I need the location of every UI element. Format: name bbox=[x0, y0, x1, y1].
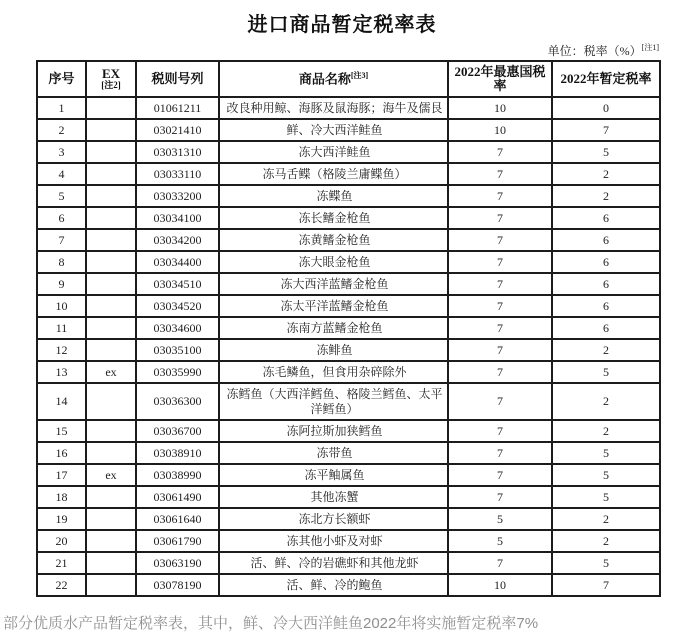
cell-prov: 6 bbox=[552, 229, 660, 251]
cell-mfn: 5 bbox=[448, 508, 552, 530]
cell-seq: 16 bbox=[37, 442, 86, 464]
cell-name: 冻长鳍金枪鱼 bbox=[219, 207, 448, 229]
table-row bbox=[37, 317, 660, 339]
table-row bbox=[37, 207, 660, 229]
cell-code: 03034100 bbox=[136, 207, 219, 229]
table-row bbox=[37, 420, 660, 442]
table-row bbox=[37, 464, 660, 486]
bottom-caption: 部分优质水产品暂定税率表，其中，鲜、冷大西洋鲑鱼2022年将实施暂定税率7% bbox=[3, 615, 539, 632]
page-title: 进口商品暂定税率表 bbox=[247, 14, 437, 36]
cell-seq: 17 bbox=[37, 464, 86, 486]
cell-code: 03034400 bbox=[136, 251, 219, 273]
cell-name: 冻鲱鱼 bbox=[219, 339, 448, 361]
header-code: 税则号列 bbox=[136, 61, 219, 97]
header-mfn-rate: 2022年最惠国税率 bbox=[448, 61, 552, 97]
cell-ex bbox=[86, 273, 136, 295]
table-row bbox=[37, 442, 660, 464]
header-row bbox=[37, 61, 660, 97]
cell-code: 03035100 bbox=[136, 339, 219, 361]
cell-code: 03034510 bbox=[136, 273, 219, 295]
table-row bbox=[37, 295, 660, 317]
cell-code: 03061790 bbox=[136, 530, 219, 552]
cell-prov: 2 bbox=[552, 508, 660, 530]
cell-prov: 7 bbox=[552, 119, 660, 141]
unit-note-text: 单位：税率（%） bbox=[547, 44, 642, 58]
cell-seq: 9 bbox=[37, 273, 86, 295]
cell-mfn: 7 bbox=[448, 339, 552, 361]
cell-mfn: 7 bbox=[448, 141, 552, 163]
cell-code: 03078190 bbox=[136, 574, 219, 596]
cell-mfn: 7 bbox=[448, 163, 552, 185]
cell-name: 冻马舌鲽（格陵兰庸鲽鱼） bbox=[219, 163, 448, 185]
cell-ex bbox=[86, 317, 136, 339]
cell-code: 03035990 bbox=[136, 361, 219, 383]
cell-mfn: 7 bbox=[448, 185, 552, 207]
cell-ex bbox=[86, 185, 136, 207]
cell-name: 冻鳕鱼（大西洋鳕鱼、格陵兰鳕鱼、太平洋鳕鱼） bbox=[219, 383, 448, 420]
cell-ex bbox=[86, 486, 136, 508]
cell-seq: 21 bbox=[37, 552, 86, 574]
cell-seq: 14 bbox=[37, 383, 86, 420]
header-ex-label: EX bbox=[101, 65, 121, 81]
cell-seq: 13 bbox=[37, 361, 86, 383]
cell-ex bbox=[86, 119, 136, 141]
cell-ex bbox=[86, 229, 136, 251]
cell-seq: 1 bbox=[37, 97, 86, 119]
cell-mfn: 10 bbox=[448, 574, 552, 596]
cell-name: 冻其他小虾及对虾 bbox=[219, 530, 448, 552]
cell-name: 活、鲜、冷的鲍鱼 bbox=[219, 574, 448, 596]
cell-code: 03036300 bbox=[136, 383, 219, 420]
cell-prov: 2 bbox=[552, 383, 660, 420]
cell-prov: 5 bbox=[552, 552, 660, 574]
cell-prov: 6 bbox=[552, 317, 660, 339]
cell-name: 冻阿拉斯加狭鳕鱼 bbox=[219, 420, 448, 442]
cell-ex bbox=[86, 207, 136, 229]
cell-ex bbox=[86, 530, 136, 552]
cell-prov: 2 bbox=[552, 163, 660, 185]
cell-name: 冻大西洋蓝鳍金枪鱼 bbox=[219, 273, 448, 295]
cell-code: 03031310 bbox=[136, 141, 219, 163]
cell-mfn: 7 bbox=[448, 552, 552, 574]
cell-mfn: 7 bbox=[448, 207, 552, 229]
cell-prov: 2 bbox=[552, 185, 660, 207]
cell-code: 03061490 bbox=[136, 486, 219, 508]
cell-name: 冻大西洋鲑鱼 bbox=[219, 141, 448, 163]
cell-seq: 6 bbox=[37, 207, 86, 229]
cell-ex bbox=[86, 163, 136, 185]
cell-prov: 5 bbox=[552, 486, 660, 508]
cell-prov: 0 bbox=[552, 97, 660, 119]
cell-seq: 2 bbox=[37, 119, 86, 141]
cell-prov: 6 bbox=[552, 251, 660, 273]
cell-mfn: 7 bbox=[448, 229, 552, 251]
cell-ex: ex bbox=[86, 361, 136, 383]
cell-mfn: 7 bbox=[448, 317, 552, 339]
cell-prov: 5 bbox=[552, 141, 660, 163]
cell-name: 改良种用鲸、海豚及鼠海豚；海牛及儒艮 bbox=[219, 97, 448, 119]
cell-mfn: 7 bbox=[448, 383, 552, 420]
cell-seq: 12 bbox=[37, 339, 86, 361]
cell-prov: 2 bbox=[552, 339, 660, 361]
cell-ex bbox=[86, 420, 136, 442]
cell-ex bbox=[86, 295, 136, 317]
table-row bbox=[37, 552, 660, 574]
cell-name: 其他冻蟹 bbox=[219, 486, 448, 508]
cell-prov: 2 bbox=[552, 530, 660, 552]
cell-seq: 11 bbox=[37, 317, 86, 339]
header-provisional-rate: 2022年暂定税率 bbox=[552, 61, 660, 97]
cell-mfn: 7 bbox=[448, 442, 552, 464]
cell-code: 03033200 bbox=[136, 185, 219, 207]
cell-prov: 5 bbox=[552, 464, 660, 486]
cell-seq: 15 bbox=[37, 420, 86, 442]
cell-ex bbox=[86, 552, 136, 574]
cell-prov: 2 bbox=[552, 420, 660, 442]
cell-mfn: 7 bbox=[448, 273, 552, 295]
cell-code: 03061640 bbox=[136, 508, 219, 530]
cell-code: 03063190 bbox=[136, 552, 219, 574]
cell-name: 鲜、冷大西洋鲑鱼 bbox=[219, 119, 448, 141]
header-name-note: [注3] bbox=[350, 70, 369, 80]
table-row bbox=[37, 251, 660, 273]
cell-name: 冻毛鳞鱼，但食用杂碎除外 bbox=[219, 361, 448, 383]
cell-prov: 7 bbox=[552, 574, 660, 596]
cell-seq: 10 bbox=[37, 295, 86, 317]
table-row bbox=[37, 119, 660, 141]
cell-seq: 5 bbox=[37, 185, 86, 207]
table-row bbox=[37, 361, 660, 383]
cell-mfn: 7 bbox=[448, 295, 552, 317]
cell-ex bbox=[86, 141, 136, 163]
cell-code: 03036700 bbox=[136, 420, 219, 442]
table-row bbox=[37, 273, 660, 295]
cell-mfn: 7 bbox=[448, 361, 552, 383]
cell-code: 03034520 bbox=[136, 295, 219, 317]
cell-code: 03034600 bbox=[136, 317, 219, 339]
cell-mfn: 7 bbox=[448, 486, 552, 508]
cell-name: 冻北方长额虾 bbox=[219, 508, 448, 530]
cell-mfn: 7 bbox=[448, 251, 552, 273]
cell-mfn: 10 bbox=[448, 97, 552, 119]
cell-name: 冻黄鳍金枪鱼 bbox=[219, 229, 448, 251]
unit-note bbox=[548, 42, 659, 59]
cell-prov: 6 bbox=[552, 207, 660, 229]
cell-code: 03021410 bbox=[136, 119, 219, 141]
table-row bbox=[37, 339, 660, 361]
cell-name: 活、鲜、冷的岩礁虾和其他龙虾 bbox=[219, 552, 448, 574]
cell-code: 03034200 bbox=[136, 229, 219, 251]
cell-mfn: 10 bbox=[448, 119, 552, 141]
table-row bbox=[37, 508, 660, 530]
header-ex bbox=[86, 61, 136, 97]
cell-seq: 8 bbox=[37, 251, 86, 273]
cell-name: 冻鲽鱼 bbox=[219, 185, 448, 207]
table-row bbox=[37, 574, 660, 596]
table-row bbox=[37, 141, 660, 163]
cell-ex bbox=[86, 508, 136, 530]
cell-prov: 6 bbox=[552, 295, 660, 317]
cell-ex bbox=[86, 339, 136, 361]
cell-ex bbox=[86, 442, 136, 464]
cell-seq: 7 bbox=[37, 229, 86, 251]
table-row bbox=[37, 185, 660, 207]
cell-code: 03038990 bbox=[136, 464, 219, 486]
cell-seq: 3 bbox=[37, 141, 86, 163]
cell-name: 冻带鱼 bbox=[219, 442, 448, 464]
table-row bbox=[37, 229, 660, 251]
cell-ex bbox=[86, 251, 136, 273]
cell-mfn: 5 bbox=[448, 530, 552, 552]
cell-prov: 6 bbox=[552, 273, 660, 295]
cell-ex bbox=[86, 383, 136, 420]
cell-code: 03038910 bbox=[136, 442, 219, 464]
table-row bbox=[37, 97, 660, 119]
cell-ex bbox=[86, 574, 136, 596]
cell-seq: 22 bbox=[37, 574, 86, 596]
cell-prov: 5 bbox=[552, 442, 660, 464]
cell-mfn: 7 bbox=[448, 420, 552, 442]
cell-name: 冻南方蓝鳍金枪鱼 bbox=[219, 317, 448, 339]
cell-name: 冻大眼金枪鱼 bbox=[219, 251, 448, 273]
cell-code: 03033110 bbox=[136, 163, 219, 185]
tariff-table bbox=[36, 60, 661, 597]
cell-ex bbox=[86, 97, 136, 119]
table-row bbox=[37, 530, 660, 552]
cell-seq: 20 bbox=[37, 530, 86, 552]
cell-prov: 5 bbox=[552, 361, 660, 383]
cell-name: 冻太平洋蓝鳍金枪鱼 bbox=[219, 295, 448, 317]
header-name bbox=[219, 61, 448, 97]
table-row bbox=[37, 163, 660, 185]
cell-seq: 18 bbox=[37, 486, 86, 508]
table-row bbox=[37, 486, 660, 508]
header-seq: 序号 bbox=[37, 61, 86, 97]
table-body bbox=[37, 97, 660, 596]
table-row bbox=[37, 383, 660, 420]
cell-seq: 4 bbox=[37, 163, 86, 185]
cell-ex: ex bbox=[86, 464, 136, 486]
unit-note-ref: [注1] bbox=[641, 43, 659, 52]
header-ex-note: [注2] bbox=[101, 80, 121, 91]
cell-seq: 19 bbox=[37, 508, 86, 530]
cell-code: 01061211 bbox=[136, 97, 219, 119]
cell-name: 冻平鲉属鱼 bbox=[219, 464, 448, 486]
cell-mfn: 7 bbox=[448, 464, 552, 486]
header-name-label: 商品名称 bbox=[298, 71, 351, 87]
